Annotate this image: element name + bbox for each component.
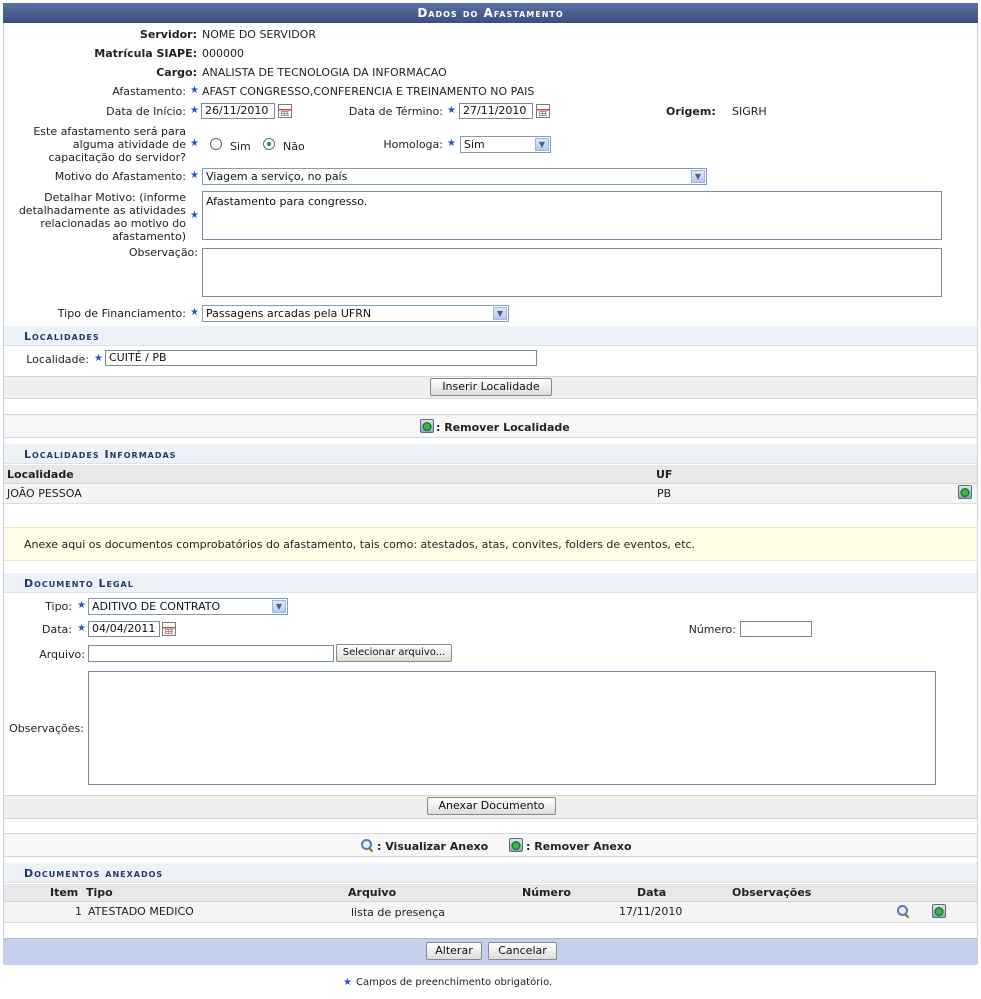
col-data: Data	[637, 886, 667, 899]
col-arquivo: Arquivo	[348, 886, 397, 899]
col-tipo: Tipo	[86, 886, 113, 899]
visualizar-anexo-legend: : Visualizar Anexo	[377, 840, 489, 853]
localidades-informadas-section	[4, 444, 977, 464]
remover-anexo-trash-icon[interactable]	[932, 904, 946, 918]
selecionar-arquivo-button[interactable]: Selecionar arquivo...	[336, 644, 452, 662]
financiamento-value: Passagens arcadas pela UFRN	[206, 307, 372, 320]
capacitacao-sim-label: Sim	[230, 140, 251, 153]
capacitacao-label-1: Este afastamento será para	[33, 125, 186, 138]
detalhar-label-4: afastamento)	[112, 230, 186, 243]
col-uf: UF	[656, 468, 673, 481]
capacitacao-label-3: capacitação do servidor?	[48, 151, 186, 164]
data-inicio-label: Data de Início:	[106, 105, 186, 118]
financiamento-label: Tipo de Financiamento:	[57, 307, 186, 320]
documento-legal-section	[4, 573, 977, 593]
capacitacao-label-2: alguma atividade de	[72, 138, 186, 151]
inserir-localidade-button[interactable]: Inserir Localidade	[430, 378, 552, 396]
homologa-label: Homologa:	[383, 138, 443, 151]
observacao-label: Observação:	[128, 246, 198, 259]
detalhar-label-1: Detalhar Motivo: (informe	[44, 191, 186, 204]
alterar-button[interactable]: Alterar	[426, 942, 482, 960]
arquivo-cell: lista de presença	[351, 906, 445, 919]
anexar-documento-button[interactable]: Anexar Documento	[427, 797, 556, 815]
tipo-cell: ATESTADO MEDICO	[88, 905, 194, 918]
required-star-icon: ★	[343, 977, 352, 988]
documentos-anexados-title: Documentos anexados	[24, 867, 164, 880]
trash-icon	[420, 419, 434, 433]
data-cell: 17/11/2010	[619, 905, 683, 918]
matricula-value: 000000	[202, 47, 244, 60]
capacitacao-nao-radio[interactable]	[263, 138, 275, 150]
page-title: Dados do Afastamento	[3, 3, 978, 23]
documentos-anexados-section	[4, 863, 977, 883]
numero-label: Número:	[688, 623, 736, 636]
col-item: Item	[50, 886, 79, 899]
remover-anexo-legend: : Remover Anexo	[526, 840, 632, 853]
localidade-cell: JOÃO PESSOA	[7, 487, 82, 500]
afastamento-label: Afastamento:	[112, 85, 186, 98]
required-star-icon: ★	[190, 138, 199, 149]
motivo-select[interactable]	[202, 168, 707, 185]
item-cell: 1	[75, 905, 82, 918]
trash-icon	[509, 838, 523, 852]
chevron-down-icon: ▼	[493, 307, 507, 320]
detalhar-textarea[interactable]: Afastamento para congresso.	[202, 191, 942, 240]
required-star-icon: ★	[447, 138, 456, 149]
data-termino-label: Data de Término:	[348, 105, 443, 118]
chevron-down-icon: ▼	[691, 170, 705, 183]
data-termino-input[interactable]: 27/11/2010	[459, 103, 533, 119]
homologa-value: Sim	[464, 138, 485, 151]
data-input[interactable]: 04/04/2011	[88, 621, 160, 637]
remover-localidade-legend: : Remover Localidade	[436, 421, 570, 434]
financiamento-select[interactable]	[202, 305, 509, 322]
localidades-section	[4, 326, 977, 346]
documento-legal-title: Documento Legal	[24, 577, 134, 590]
cargo-value: ANALISTA DE TECNOLOGIA DA INFORMACAO	[202, 66, 447, 79]
data-inicio-input[interactable]: 26/11/2010	[201, 103, 275, 119]
homologa-select[interactable]	[460, 136, 551, 153]
tipo-value: ADITIVO DE CONTRATO	[92, 600, 221, 613]
required-star-icon: ★	[190, 307, 199, 318]
afastamento-value: AFAST CONGRESSO,CONFERENCIA E TREINAMENTO NO PAIS	[202, 85, 535, 98]
arquivo-input[interactable]	[88, 645, 334, 662]
tipo-select[interactable]	[88, 598, 288, 615]
anexo-note-text: Anexe aqui os documentos comprobatórios do afastamento, tais como: atestados, atas, convites, folders de eventos, etc.	[24, 538, 696, 551]
detalhar-label-3: relacionadas ao motivo do	[40, 217, 186, 230]
remove-localidade-trash-icon[interactable]	[958, 485, 972, 499]
chevron-down-icon: ▼	[272, 600, 286, 613]
anexados-header-row	[4, 884, 977, 902]
col-localidade: Localidade	[7, 468, 74, 481]
required-star-icon: ★	[447, 105, 456, 116]
numero-input[interactable]	[740, 621, 812, 637]
origem-label: Origem:	[666, 105, 716, 118]
localidade-label: Localidade:	[26, 353, 89, 366]
tipo-label: Tipo:	[45, 600, 72, 613]
required-star-icon: ★	[77, 600, 86, 611]
origem-value: SIGRH	[732, 105, 767, 118]
observacao-textarea[interactable]	[202, 248, 942, 297]
footer-note: Campos de preenchimento obrigatório.	[356, 977, 553, 988]
data-label: Data:	[42, 623, 72, 636]
required-star-icon: ★	[190, 105, 199, 116]
localidades-header-row	[4, 465, 977, 484]
magnifier-icon	[360, 838, 374, 852]
required-star-icon: ★	[77, 623, 86, 634]
col-numero: Número	[522, 886, 571, 899]
motivo-label: Motivo do Afastamento:	[54, 170, 186, 183]
required-star-icon: ★	[94, 353, 103, 364]
chevron-down-icon: ▼	[535, 138, 549, 151]
capacitacao-sim-radio[interactable]	[210, 138, 222, 150]
cancelar-button[interactable]: Cancelar	[488, 942, 557, 960]
observacoes-textarea[interactable]	[88, 671, 936, 785]
servidor-value: NOME DO SERVIDOR	[202, 28, 316, 41]
detalhar-label-2: detalhadamente as atividades	[18, 204, 186, 217]
col-observacoes: Observações	[732, 886, 812, 899]
observacoes-label: Observações:	[9, 722, 84, 735]
calendar-icon[interactable]	[278, 104, 292, 118]
cargo-label: Cargo:	[156, 66, 197, 79]
motivo-value: Viagem a serviço, no país	[206, 170, 348, 183]
uf-cell: PB	[657, 487, 672, 500]
anexo-legend-bar	[4, 833, 977, 857]
localidades-informadas-title: Localidades Informadas	[24, 448, 177, 461]
required-star-icon: ★	[190, 210, 199, 221]
calendar-icon[interactable]	[536, 104, 550, 118]
localidade-input[interactable]: CUITÉ / PB	[105, 350, 537, 366]
calendar-icon[interactable]	[162, 622, 176, 636]
matricula-label: Matrícula SIAPE:	[94, 47, 197, 60]
servidor-label: Servidor:	[139, 28, 197, 41]
arquivo-label: Arquivo:	[39, 648, 85, 661]
required-star-icon: ★	[190, 85, 199, 96]
visualizar-anexo-magnifier-icon[interactable]	[896, 904, 910, 918]
table-row	[4, 484, 977, 504]
capacitacao-nao-label: Não	[283, 140, 305, 153]
required-star-icon: ★	[190, 170, 199, 181]
localidades-section-title: Localidades	[24, 330, 100, 343]
